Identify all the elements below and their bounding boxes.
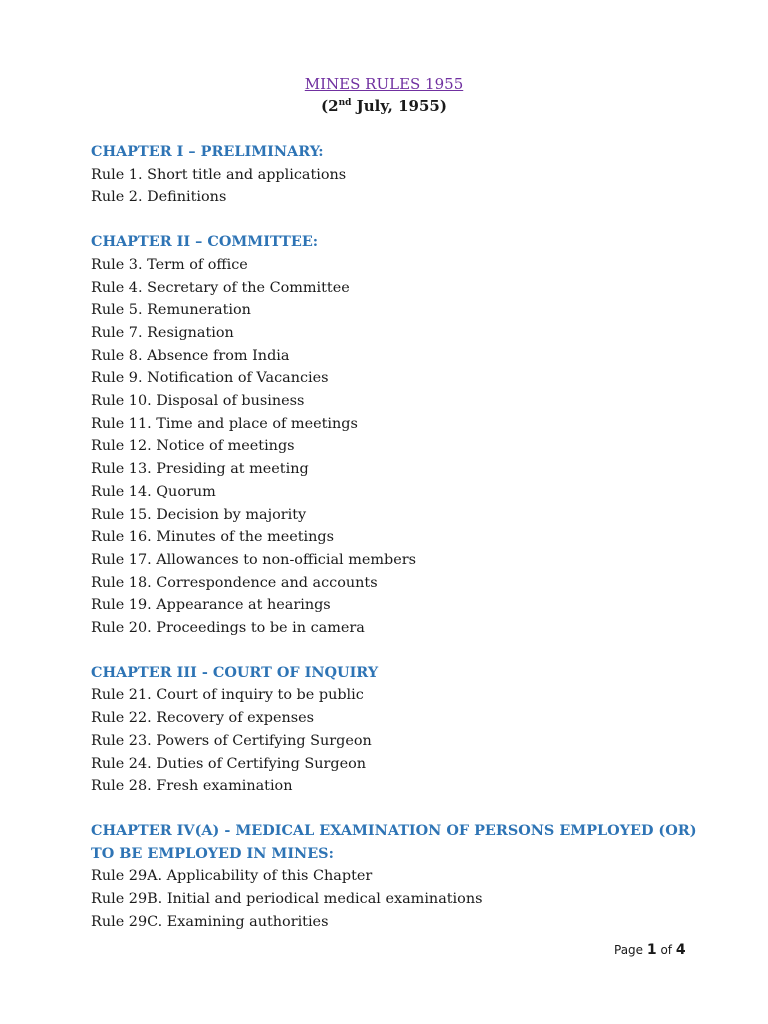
rule-item: Rule 13. Presiding at meeting: [91, 461, 309, 478]
rule-item: Rule 3. Term of office: [91, 256, 248, 273]
chapter-section: [91, 141, 711, 209]
rule-item: Rule 7. Resignation: [91, 324, 234, 341]
rule-item: Rule 11. Time and place of meetings: [91, 415, 358, 432]
document-date: [0, 96, 768, 116]
rule-item: Rule 24. Duties of Certifying Surgeon: [91, 755, 367, 772]
rule-item: Rule 2. Definitions: [91, 189, 227, 206]
rule-item: Rule 23. Powers of Certifying Surgeon: [91, 732, 372, 749]
date-ordinal-suffix: nd: [338, 98, 352, 108]
document-title: MINES RULES 1955: [304, 75, 464, 93]
rule-item: Rule 29C. Examining authorities: [91, 913, 329, 930]
date-prefix: (2: [321, 97, 339, 115]
page-current: 1: [646, 942, 657, 958]
chapter-section: [91, 820, 711, 934]
rule-item: Rule 5. Remuneration: [91, 302, 251, 319]
rule-item: Rule 4. Secretary of the Committee: [91, 279, 350, 296]
date-suffix: July, 1955): [351, 97, 447, 115]
rule-item: Rule 1. Short title and applications: [91, 166, 347, 183]
rule-item: Rule 15. Decision by majority: [91, 506, 307, 523]
page-of-label: of: [656, 943, 676, 957]
rule-item: Rule 20. Proceedings to be in camera: [91, 620, 365, 637]
chapter-section: [91, 231, 711, 640]
chapter-heading: CHAPTER I – PRELIMINARY:: [91, 143, 324, 160]
rule-item: Rule 19. Appearance at hearings: [91, 597, 331, 614]
rule-item: Rule 29B. Initial and periodical medical examinations: [91, 891, 483, 908]
rule-item: Rule 8. Absence from India: [91, 347, 290, 364]
rule-item: Rule 28. Fresh examination: [91, 778, 293, 795]
rule-item: Rule 10. Disposal of business: [91, 393, 305, 410]
chapter-section: [91, 662, 711, 798]
table-of-contents: [91, 141, 711, 956]
rule-item: Rule 21. Court of inquiry to be public: [91, 687, 364, 704]
chapter-heading: CHAPTER III - COURT OF INQUIRY: [91, 663, 379, 681]
page-label: Page: [614, 943, 647, 957]
rule-item: Rule 18. Correspondence and accounts: [91, 574, 378, 591]
chapter-heading: CHAPTER II – COMMITTEE:: [91, 233, 319, 251]
rule-item: Rule 9. Notification of Vacancies: [91, 370, 329, 387]
rule-item: Rule 22. Recovery of expenses: [91, 710, 315, 727]
rule-item: Rule 14. Quorum: [91, 483, 216, 500]
rule-item: Rule 29A. Applicability of this Chapter: [91, 868, 373, 885]
rule-item: Rule 17. Allowances to non-official members: [91, 551, 417, 568]
rule-item: Rule 12. Notice of meetings: [91, 438, 295, 455]
rule-item: Rule 16. Minutes of the meetings: [91, 529, 335, 546]
chapter-heading: CHAPTER IV(A) - MEDICAL EXAMINATION OF PERSONS EMPLOYED (OR) TO BE EMPLOYED IN MINES:: [91, 821, 697, 862]
page-total: 4: [675, 942, 686, 958]
page-number-footer: [614, 942, 686, 958]
